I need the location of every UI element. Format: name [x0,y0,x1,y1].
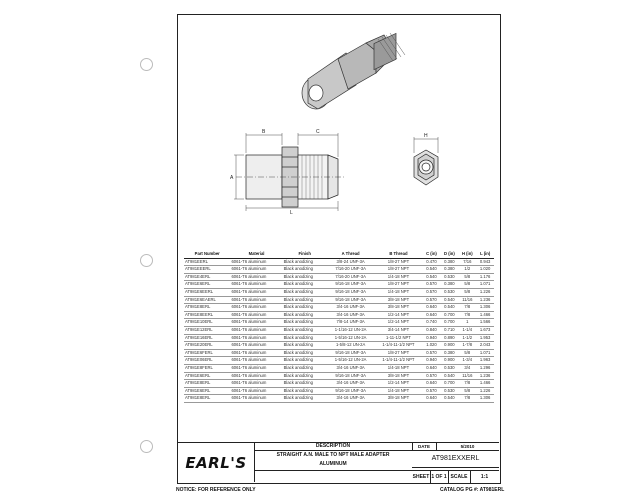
table-cell: 1.226 [476,387,494,395]
table-cell: 0.380 [440,266,458,274]
column-header: C (in) [422,251,440,258]
table-cell: 6061-T6 aluminum [230,319,282,327]
table-cell: 1-5/16-12 UN-2A [327,334,375,342]
table-cell: 6061-T6 aluminum [230,273,282,281]
table-cell: 11/16 [458,372,476,380]
table-cell: 1.963 [476,357,494,365]
table-cell: 11/16 [458,296,476,304]
table-cell: AT981EERL [184,258,230,266]
table-cell: 1-1/4-11-1/2 NPT [374,357,422,365]
table-cell: 5/8 [458,273,476,281]
table-cell: 6061-T6 aluminum [230,288,282,296]
table-cell: 6061-T6 aluminum [230,334,282,342]
table-cell: AT981E8ERL [184,380,230,388]
table-cell: 1/8-27 NPT [374,281,422,289]
table-cell: 0.570 [422,281,440,289]
table-cell: 0.380 [440,281,458,289]
table-cell: AT981E6EERL [184,288,230,296]
table-cell: 1.176 [476,273,494,281]
table-row [184,342,494,350]
table-row [184,349,494,357]
table-cell: 0.530 [440,273,458,281]
table-cell: 1/8-27 NPT [374,349,422,357]
sheet-value: 1 OF 1 [430,471,449,483]
table-cell: AT981E8EERL [184,311,230,319]
table-cell: 1.236 [476,296,494,304]
table-cell: 6061-T6 aluminum [230,304,282,312]
dim-label-b: B [262,129,266,135]
table-cell: 0.640 [422,311,440,319]
table-cell: Black anodizing [283,342,327,350]
spec-table-header [184,251,494,258]
table-cell: 1.673 [476,326,494,334]
table-cell: 3/4-16 UNF-3A [327,311,375,319]
table-cell: 9/16-18 UNF-3A [327,288,375,296]
part-number: AT981EXXERL [412,450,499,468]
table-cell: 3/8-18 NPT [374,395,422,403]
table-cell: 0.470 [422,258,440,266]
table-row [184,281,494,289]
table-cell: 5/8 [458,387,476,395]
table-cell: 1/2-14 NPT [374,311,422,319]
table-cell: 1.020 [476,266,494,274]
table-cell: 7/8 [458,304,476,312]
table-row [184,395,494,403]
column-header: B Thread [374,251,422,258]
table-cell: 1/2-14 NPT [374,319,422,327]
table-row [184,273,494,281]
table-cell: 1.466 [476,311,494,319]
table-cell: 0.570 [422,387,440,395]
table-cell: AT981E06ERL [184,357,230,365]
scale-value: 1:1 [480,474,489,480]
description-header: DESCRIPTION [254,443,413,451]
table-cell: Black anodizing [283,395,327,403]
table-cell: 1.236 [476,372,494,380]
table-cell: 5/8 [458,349,476,357]
table-cell: 0.540 [440,372,458,380]
binder-hole-middle [140,254,153,267]
table-cell: 6061-T6 aluminum [230,326,282,334]
table-cell: 0.700 [440,319,458,327]
table-cell: 0.940 [422,334,440,342]
table-cell: AT981E8ERL [184,395,230,403]
table-cell: 3/8-18 NPT [374,296,422,304]
column-header: D (in) [440,251,458,258]
dim-label-h: H [424,133,428,139]
table-cell: 0.530 [440,288,458,296]
table-cell: AT981E8FERL [184,364,230,372]
table-cell: AT981E6FERL [184,349,230,357]
table-cell: 6061-T6 aluminum [230,296,282,304]
table-cell: 1.071 [476,281,494,289]
table-cell: 0.530 [440,387,458,395]
table-cell: 0.940 [422,357,440,365]
table-row [184,319,494,327]
table-cell: 0.530 [440,364,458,372]
table-cell: 0.380 [440,349,458,357]
table-cell: 0.380 [440,258,458,266]
table-cell: 3/4-16 UNF-3A [327,395,375,403]
table-cell: 1/4-18 NPT [374,364,422,372]
table-cell: 0.710 [440,326,458,334]
table-cell: 0.570 [422,296,440,304]
table-row [184,311,494,319]
table-cell: 0.540 [440,296,458,304]
table-cell: AT981E6EAERL [184,296,230,304]
table-cell: 7/16-20 UNF-3A [327,273,375,281]
date-value: 5/2010 [436,443,499,451]
spec-table [184,251,494,403]
table-cell: Black anodizing [283,334,327,342]
table-cell: Black anodizing [283,387,327,395]
table-row [184,372,494,380]
earls-logo: EARL'S [178,443,255,482]
table-row [184,387,494,395]
table-cell: 6061-T6 aluminum [230,357,282,365]
table-cell: 0.640 [422,304,440,312]
table-cell: 3/4 [458,364,476,372]
table-cell: 6061-T6 aluminum [230,266,282,274]
table-cell: 1.296 [476,364,494,372]
table-row [184,288,494,296]
table-cell: Black anodizing [283,273,327,281]
table-cell: Black anodizing [283,304,327,312]
table-cell: 6061-T6 aluminum [230,258,282,266]
table-cell: 6061-T6 aluminum [230,349,282,357]
table-cell: Black anodizing [283,281,327,289]
fitting-3d-render [302,33,405,109]
table-cell: 0.640 [422,364,440,372]
table-row [184,258,494,266]
table-cell: 1/4-18 NPT [374,387,422,395]
table-cell: 1.466 [476,380,494,388]
table-cell: 0.890 [440,334,458,342]
table-cell: AT981E10ERL [184,319,230,327]
table-cell: 0.640 [422,395,440,403]
table-cell: Black anodizing [283,326,327,334]
table-row [184,266,494,274]
table-cell: 1 [458,319,476,327]
table-cell: 3/8-24 UNF-3A [327,258,375,266]
table-cell: 1/2 [458,266,476,274]
table-cell: Black anodizing [283,266,327,274]
drawing-sheet [177,14,501,484]
date-label: DATE [412,443,437,451]
table-cell: 9/16-18 UNF-3A [327,281,375,289]
column-header: Material [230,251,282,258]
table-cell: 1-1/4-11-1/2 NPT [374,342,422,350]
column-header: L (in) [476,251,494,258]
table-cell: Black anodizing [283,372,327,380]
table-cell: 0.540 [440,304,458,312]
table-cell: AT981E20ERL [184,342,230,350]
table-cell: 3/8-18 NPT [374,304,422,312]
sheet-row [254,470,499,483]
title-block [178,442,499,483]
table-cell: Black anodizing [283,258,327,266]
table-cell: 1-7/8 [458,342,476,350]
table-cell: Black anodizing [283,319,327,327]
table-cell: 5/8 [458,288,476,296]
table-cell: 3/8-18 NPT [374,372,422,380]
table-cell: 2.043 [476,342,494,350]
table-cell: 1.566 [476,319,494,327]
table-cell: 7/8 [458,380,476,388]
table-cell: Black anodizing [283,288,327,296]
dim-label-c: C [316,129,320,135]
table-cell: 0.570 [422,349,440,357]
table-cell: 6061-T6 aluminum [230,311,282,319]
technical-drawing [178,15,502,243]
table-cell: 0.943 [476,258,494,266]
column-header: H (in) [458,251,476,258]
table-cell: 6061-T6 aluminum [230,380,282,388]
table-cell: AT981E8ERL [184,304,230,312]
table-cell: AT981E12ERL [184,326,230,334]
table-cell: 6061-T6 aluminum [230,387,282,395]
table-cell: 3/4-16 UNF-3A [327,380,375,388]
table-row [184,364,494,372]
reference-notice: NOTICE: FOR REFERENCE ONLY [176,487,256,493]
table-cell: Black anodizing [283,349,327,357]
column-header: A Thread [327,251,375,258]
table-cell: AT981E6ERL [184,372,230,380]
table-cell: 0.640 [422,380,440,388]
table-cell: 1-1/16-12 UN-2A [327,326,375,334]
table-cell: 1/2-14 NPT [374,380,422,388]
table-cell: 7/16-20 UNF-3A [327,266,375,274]
dim-label-l: L [290,210,293,216]
table-row [184,357,494,365]
sheet-label: SHEET [412,471,431,483]
table-cell: 5/8 [458,281,476,289]
table-cell: 1-3/4 [458,357,476,365]
table-cell: 0.900 [440,357,458,365]
side-view [234,133,346,211]
table-cell: 0.570 [422,288,440,296]
table-cell: 6061-T6 aluminum [230,342,282,350]
table-row [184,296,494,304]
table-cell: 9/16-18 UNF-3A [327,349,375,357]
table-cell: 0.740 [422,319,440,327]
table-cell: 0.700 [440,311,458,319]
table-cell: 1-5/8-12 UN-2A [327,342,375,350]
table-cell: 0.570 [422,372,440,380]
table-cell: 1.953 [476,334,494,342]
table-cell: 3/4-14 NPT [374,326,422,334]
table-cell: 3/4-16 UNF-3A [327,304,375,312]
table-cell: 0.540 [422,273,440,281]
table-cell: AT981E4ERL [184,273,230,281]
table-cell: 1-5/16-12 UN-2A [327,357,375,365]
table-row [184,334,494,342]
table-cell: 9/16-18 UNF-3A [327,296,375,304]
table-cell: Black anodizing [283,296,327,304]
table-cell: 0.900 [440,342,458,350]
column-header: Finish [283,251,327,258]
table-cell: AT981E6ERL [184,387,230,395]
table-cell: 1/4-18 NPT [374,288,422,296]
description-line2: ALUMINUM [319,461,347,467]
table-cell: 7/16 [458,258,476,266]
table-row [184,326,494,334]
table-cell: Black anodizing [283,311,327,319]
table-cell: 0.840 [422,326,440,334]
scale-label: SCALE [448,471,471,483]
table-cell: 1.226 [476,288,494,296]
table-cell: AT981E6ERL [184,281,230,289]
column-header: Part Number [184,251,230,258]
table-cell: 0.700 [440,380,458,388]
table-cell: 6061-T6 aluminum [230,364,282,372]
table-cell: 7/8-14 UNF-3A [327,319,375,327]
table-cell: 6061-T6 aluminum [230,395,282,403]
table-cell: Black anodizing [283,357,327,365]
table-cell: 1.306 [476,304,494,312]
dim-label-a: A [230,175,234,181]
table-cell: 6061-T6 aluminum [230,281,282,289]
table-cell: AT981EEERL [184,266,230,274]
table-cell: 1.306 [476,395,494,403]
end-view [414,137,438,185]
table-row [184,380,494,388]
table-cell: Black anodizing [283,364,327,372]
description-line1: STRAIGHT A.N. MALE TO NPT MALE ADAPTER [276,452,390,458]
table-cell: 1/8-27 NPT [374,258,422,266]
table-cell: 1.020 [422,342,440,350]
table-cell: AT981E16ERL [184,334,230,342]
table-cell: 7/8 [458,311,476,319]
table-cell: 1-11-1/2 NPT [374,334,422,342]
binder-hole-top [140,58,153,71]
table-cell: 3/4-16 UNF-3A [327,364,375,372]
table-row [184,304,494,312]
table-cell: 1-1/2 [458,334,476,342]
table-cell: 6061-T6 aluminum [230,372,282,380]
binder-hole-bottom [140,440,153,453]
table-cell: 1.071 [476,349,494,357]
table-cell: 0.540 [440,395,458,403]
table-cell: 9/16-18 UNF-3A [327,387,375,395]
catalog-page: CATALOG PG #: AT981ERL [440,487,505,493]
table-cell: Black anodizing [283,380,327,388]
table-cell: 1/8-27 NPT [374,266,422,274]
table-cell: 1/4-18 NPT [374,273,422,281]
spec-table-body [184,258,494,402]
table-cell: 0.540 [422,266,440,274]
table-cell: 1-1/4 [458,326,476,334]
table-cell: 7/8 [458,395,476,403]
table-cell: 9/16-18 UNF-3A [327,372,375,380]
